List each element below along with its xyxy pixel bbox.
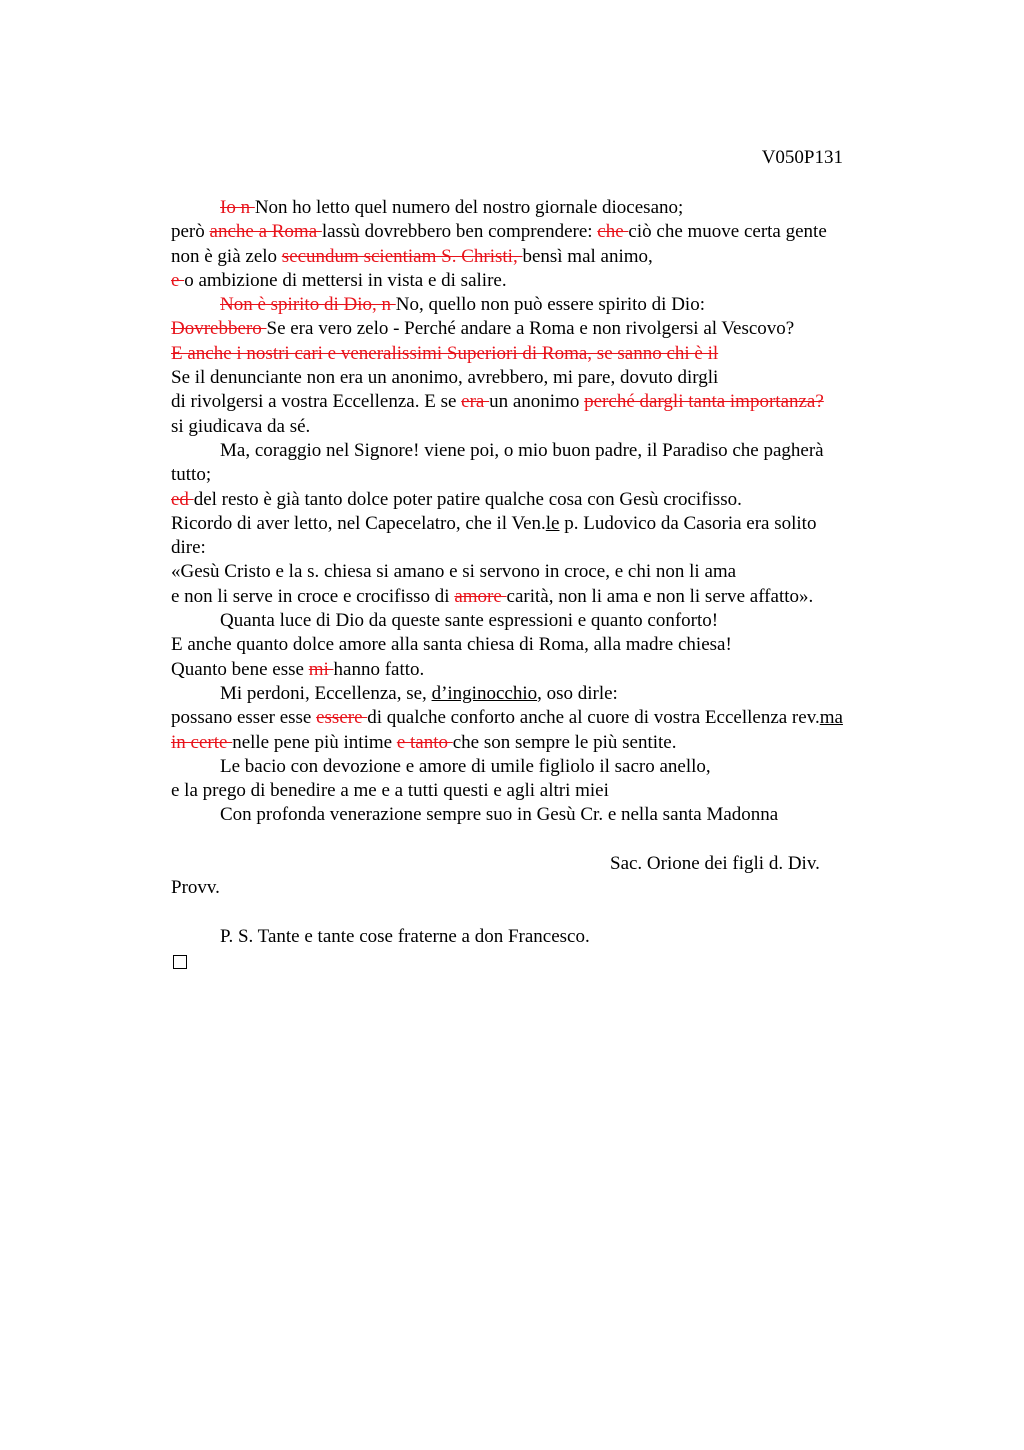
line-text: e non li serve in croce e crocifisso di [171,585,455,607]
line-text: di qualche conforto anche al cuore di vostra Eccellenza rev. [367,707,820,729]
line-text: non è già zelo [171,245,282,267]
deleted-text: e [171,269,185,291]
line-text: o ambizione di mettersi in vista e di salire. [184,269,507,291]
line-text: bensì mal animo, [522,245,653,267]
line-text: «Gesù Cristo e la s. chiesa si amano e si servono in croce, e chi non li ama [171,561,737,583]
deleted-text: E anche i nostri cari e veneralissimi Superiori di Roma, se sanno chi è il [171,342,719,364]
signature-line1: Sac. Orione dei figli d. Div. [610,853,820,875]
signature-line2: Provv. [171,877,220,899]
signature-row [171,852,911,876]
text-line [171,415,911,439]
deleted-text: Io n [220,197,255,218]
text-line [171,366,911,390]
line-text: un anonimo [489,391,585,413]
reference-code: V050P131 [761,147,843,168]
text-line [171,269,911,293]
text-line [171,731,911,755]
line-text: Mi perdoni, Eccellenza, se, [220,682,432,704]
deleted-text: ed [171,488,194,510]
line-text: e la prego di benedire a me e a tutti questi e agli altri miei [171,780,609,802]
deleted-text: anche a Roma [209,221,322,243]
text-line [171,779,911,803]
text-line [171,196,911,220]
line-text: Se era vero zelo - Perché andare a Roma e non rivolgersi al Vescovo? [266,318,795,340]
underlined-text: ma [819,707,843,729]
letter-body [171,196,911,977]
text-line [171,585,911,609]
deleted-text: perché dargli tanta importanza? [584,391,824,413]
text-line [171,536,911,560]
line-text: che son sempre le più sentite. [452,731,677,753]
text-line [171,706,911,730]
line-text: però [171,221,210,243]
text-line [171,342,911,366]
line-text: dire: [171,537,206,559]
line-text: lassù dovrebbero ben comprendere: [321,221,598,243]
line-text: del resto è già tanto dolce poter patire qualche cosa con Gesù crocifisso. [193,488,742,510]
line-text: ciò che muove certa gente [628,221,827,243]
text-line [171,755,911,779]
line-text: Quanto bene esse [171,658,309,680]
underlined-text: d’inginocchio [431,682,538,704]
line-text: tutto; [171,464,212,486]
line-text: Ma, coraggio nel Signore! viene poi, o mio buon padre, il Paradiso che pagherà [220,439,824,461]
line-text: p. Ludovico da Casoria era solito [559,512,817,534]
deleted-text: in certe [171,731,233,753]
text-line [171,560,911,584]
line-text: Ricordo di aver letto, nel Capecelatro, che il Ven. [171,512,546,534]
line-text: Non ho letto quel numero del nostro giornale diocesano; [254,197,684,218]
line-text: Quanta luce di Dio da queste sante espressioni e quanto conforto! [220,610,719,632]
deleted-text: era [461,391,490,413]
line-text: , oso dirle: [537,682,618,704]
text-line [171,803,911,827]
deleted-text: secundum scientiam S. Christi, [281,245,523,267]
deleted-text: Dovrebbero [171,318,267,340]
text-line [171,463,911,487]
line-text: carità, non li ama e non li serve affatto». [506,585,814,607]
deleted-text: Non è spirito di Dio, n [220,294,396,316]
deleted-text: essere [316,707,368,729]
square-symbol-icon [173,955,187,969]
underlined-text: le [545,512,560,534]
text-line [171,512,911,536]
line-text: E anche quanto dolce amore alla santa chiesa di Roma, alla madre chiesa! [171,634,732,656]
line-text: Se il denunciante non era un anonimo, avrebbero, mi pare, dovuto dirgli [171,367,719,389]
line-text: si giudicava da sé. [171,415,311,437]
text-line [171,317,911,341]
line-text: Con profonda venerazione sempre suo in Gesù Cr. e nella santa Madonna [220,804,779,826]
postscript: P. S. Tante e tante cose fraterne a don Francesco. [220,925,590,947]
deleted-text: e tanto [396,731,453,753]
text-line [171,658,911,682]
text-line [171,245,911,269]
text-line [171,609,911,633]
text-line [171,488,911,512]
text-line [171,293,911,317]
text-line [171,439,911,463]
deleted-text: che [597,221,629,243]
deleted-text: mi [308,658,334,680]
letter-lines [171,196,911,828]
line-text: di rivolgersi a vostra Eccellenza. E se [171,391,462,413]
text-line [171,390,911,414]
line-text: Le bacio con devozione e amore di umile figliolo il sacro anello, [220,755,711,777]
end-box-row [171,949,911,976]
text-line [171,220,911,244]
line-text: possano esser esse [171,707,317,729]
deleted-text: amore [454,585,507,607]
text-line [171,682,911,706]
line-text: hanno fatto. [333,658,425,680]
line-text: nelle pene più intime [232,731,397,753]
text-line [171,633,911,657]
line-text: No, quello non può essere spirito di Dio: [395,294,705,316]
